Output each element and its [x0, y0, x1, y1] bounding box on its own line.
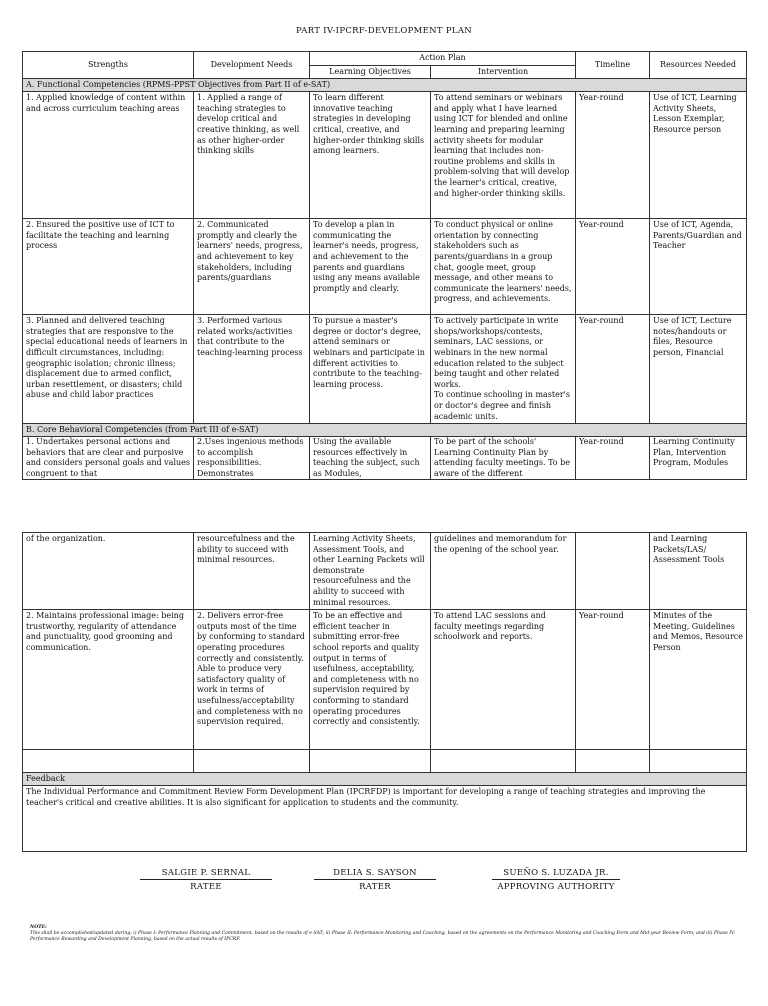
header-timeline: Timeline [576, 52, 650, 79]
timeline-cell: Year-round [576, 92, 650, 219]
signatory-name: SALGIE P. SERNAL [140, 868, 272, 880]
strength-cell: 2. Ensured the positive use of ICT to facilitate the teaching and learning process [23, 219, 194, 315]
header-development-needs: Development Needs [194, 52, 310, 79]
resources-cell: and Learning Packets/LAS/ Assessment Tools [650, 533, 747, 610]
timeline-cell: Year-round [576, 219, 650, 315]
header-strengths: Strengths [23, 52, 194, 79]
signatory-name: DELIA S. SAYSON [314, 868, 436, 880]
objective-cell: To pursue a master's degree or doctor's degree, attend seminars or webinars and participate in different activities to contribute to the teaching-learning process. [310, 315, 431, 424]
development-plan-table-continued [22, 532, 747, 852]
intervention-text: To actively participate in write shops/workshops/contests, seminars, LAC sessions, or webinars in the new normal education related to the subject being taught and other related works. [434, 316, 564, 389]
resources-cell: Use of ICT, Learning Activity Sheets, Lesson Exemplar, Resource person [650, 92, 747, 219]
resources-cell: Learning Continuity Plan, Intervention Program, Modules [653, 437, 735, 468]
empty-row [23, 750, 747, 773]
signature-approving-authority [492, 868, 620, 892]
strength-cell: of the organization. [23, 533, 194, 610]
objective-cell: To learn different innovative teaching strategies in developing critical, creative, and higher-order thinking skills among learners. [310, 92, 431, 219]
timeline-cell: Year-round [579, 437, 624, 447]
strength-cell: 3. Planned and delivered teaching strategies that are responsive to the special educational needs of learners in difficult circumstances, including: geographic isolation; chronic illness; displacement due to armed conflict, urban resettlement, or disasters; child abuse and child labor practices [23, 315, 194, 424]
header-action-plan: Action Plan [310, 52, 576, 66]
intervention-cell: To conduct physical or online orientation by connecting stakeholders such as parents/guardians in a group chat, google meet, group message, and other means to communicate the learners' needs, progress, and achievements. [431, 219, 576, 315]
strength-cell: 1. Undertakes personal actions and behaviors that are clear and purposive and considers personal goals and values congruent to that [26, 437, 190, 478]
intervention-cell: To attend LAC sessions and faculty meetings regarding schoolwork and reports. [431, 610, 576, 750]
table-row [23, 92, 747, 219]
intervention-text-continued: To continue schooling in master's or doctor's degree and finish academic units. [434, 390, 570, 421]
note-text: This shall be accomplished/updated during: i) Phase I: Performance Planning and Commitment, based on the results of e-SAT; ii) Phase II: Performance Monitoring and Coaching, based on the agreements on the Performance Monitoring and Coaching Form and Mid-year Review Form; and iii) Phase IV: Performance Rewarding and Development Planning, based on the actual results of IPCRF. [30, 931, 736, 942]
header-learning-objectives: Learning Objectives [310, 65, 431, 79]
resources-cell: Use of ICT, Lecture notes/handouts or files, Resource person, Financial [650, 315, 747, 424]
section-a-heading: A. Functional Competencies (RPMS-PPST Objectives from Part II of e-SAT) [23, 79, 747, 92]
table-row [23, 437, 747, 480]
timeline-cell: Year-round [576, 610, 650, 750]
footnote [30, 925, 750, 943]
timeline-cell [576, 533, 650, 610]
strength-cell: 1. Applied knowledge of content within and across curriculum teaching areas [23, 92, 194, 219]
table-row [23, 610, 747, 750]
objective-cell: To be an effective and efficient teacher in submitting error-free school reports and quality output in terms of usefulness, acceptability, and completeness with no supervision required by conforming to standard operating procedures correctly and consistently. [310, 610, 431, 750]
note-label: NOTE: [30, 925, 47, 930]
resources-cell: Use of ICT, Agenda, Parents/Guardian and Teacher [650, 219, 747, 315]
intervention-cell: To attend seminars or webinars and apply what I have learned using ICT for blended and online learning and preparing learning activity sheets for modular learning that includes non-routine problems and skills in problem-solving that will develop the learner's critical, creative, and higher-order thinking skills. [431, 92, 576, 219]
objective-cell: To develop a plan in communicating the learner's needs, progress, and achievement to the parents and guardians using any means available promptly and clearly. [310, 219, 431, 315]
need-cell: 2. Delivers error-free outputs most of the time by conforming to standard operating procedures correctly and consistently. Able to produce very satisfactory quality of work in terms of usefulness/acceptability and completeness with no supervision required. [194, 610, 310, 750]
feedback-heading: Feedback [23, 773, 747, 786]
table-row [23, 219, 747, 315]
signatory-role: RATER [359, 882, 391, 892]
header-resources: Resources Needed [650, 52, 747, 79]
page-title: PART IV-IPCRF-DEVELOPMENT PLAN [295, 26, 472, 36]
need-cell: 2. Communicated promptly and clearly the learners' needs, progress, and achievement to key stakeholders, including parents/guardians [194, 219, 310, 315]
section-b-heading: B. Core Behavioral Competencies (from Part III of e-SAT) [23, 424, 747, 437]
signatory-name: SUEÑO S. LUZADA JR. [492, 868, 620, 880]
timeline-cell: Year-round [576, 315, 650, 424]
development-plan-table [22, 51, 747, 480]
signature-rater [314, 868, 436, 892]
objective-cell: Using the available resources effectively in teaching the subject, such as Modules, [313, 437, 420, 478]
intervention-cell: To be part of the schools' Learning Continuity Plan by attending faculty meetings. To be aware of the different [434, 437, 571, 478]
need-cell: resourcefulness and the ability to succeed with minimal resources. [194, 533, 310, 610]
table-row [23, 533, 747, 610]
strength-cell: 2. Maintains professional image: being trustworthy, regularity of attendance and punctuality, good grooming and communication. [23, 610, 194, 750]
need-cell: 2.Uses ingenious methods to accomplish responsibilities. Demonstrates [197, 437, 304, 478]
signature-ratee [140, 868, 272, 892]
need-cell: 1. Applied a range of teaching strategies to develop critical and creative thinking, as well as other higher-order thinking skills [194, 92, 310, 219]
intervention-cell: guidelines and memorandum for the opening of the school year. [431, 533, 576, 610]
table-row [23, 315, 747, 424]
header-intervention: Intervention [431, 65, 576, 79]
objective-cell: Learning Activity Sheets, Assessment Tools, and other Learning Packets will demonstrate resourcefulness and the ability to succeed with minimal resources. [310, 533, 431, 610]
signatory-role: RATEE [190, 882, 222, 892]
signatory-role: APPROVING AUTHORITY [497, 882, 615, 892]
resources-cell: Minutes of the Meeting, Guidelines and Memos, Resource Person [650, 610, 747, 750]
need-cell: 3. Performed various related works/activities that contribute to the teaching-learning process [194, 315, 310, 424]
feedback-text: The Individual Performance and Commitment Review Form Development Plan (IPCRFDP) is important for developing a range of teaching strategies and improving the teacher's critical and creative abilities. It is also significant for application to students and the community. [23, 786, 747, 852]
intervention-cell [431, 315, 576, 424]
